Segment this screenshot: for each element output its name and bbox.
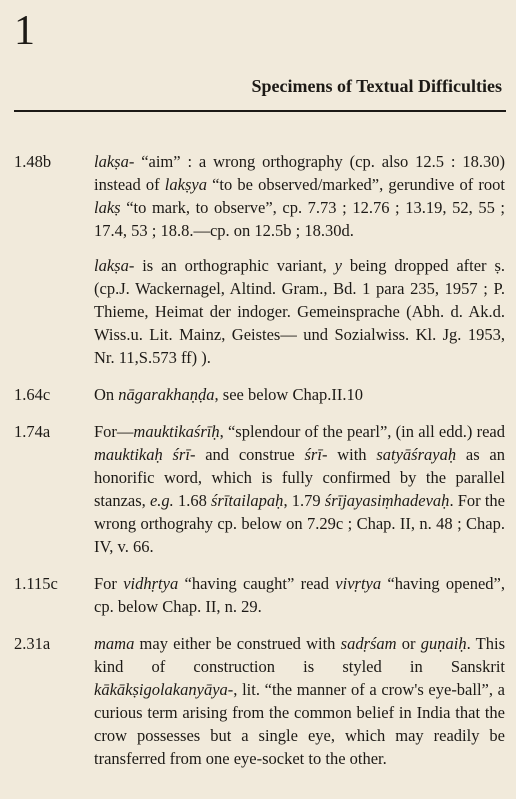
note-paragraph: [94, 383, 505, 406]
notes-list: [14, 150, 505, 784]
italic-term: e.g.: [149, 491, 174, 510]
verse-reference: 1.74a: [14, 422, 51, 441]
note-body: [94, 572, 505, 618]
italic-term: lakṣa-: [94, 256, 135, 275]
text-run: “to mark, to observe”, cp. 7.73 ; 12.76 ; 13.19, 52, 55 ; 17.4, 53 ; 18.8.—cp. on 12.5b ; 18.30d.: [94, 198, 505, 240]
text-run: For: [94, 574, 124, 593]
text-run: with: [327, 445, 377, 464]
verse-reference: 2.31a: [14, 634, 51, 653]
italic-term: lakṣa-: [94, 152, 135, 171]
text-run: “to be observed/marked”, gerundive of root: [206, 175, 505, 194]
note-body: [94, 150, 505, 369]
italic-term: kākākṣigolakanyāya-: [94, 680, 234, 699]
note-paragraph: [94, 420, 505, 558]
note-body: [94, 420, 505, 558]
text-run: may either be construed with: [134, 634, 341, 653]
text-run: . This kind of construction is styled in Sanskrit: [94, 634, 505, 676]
italic-term: lakṣya: [164, 175, 207, 194]
text-run: “having caught” read: [178, 574, 336, 593]
italic-term: śrījayasiṃhadevaḥ: [324, 491, 450, 510]
text-run: “aim” : a wrong orthography (cp. also 12.5 : 18.30) instead of: [94, 152, 505, 194]
italic-term: vidhṛtya: [123, 574, 179, 593]
text-run: , “splendour of the pearl”, (in all edd.) read: [219, 422, 505, 441]
text-run: . For the wrong orthograhy cp. below on 7.29c ; Chap. II, n. 48 ; Chap. IV, v. 66.: [94, 491, 505, 556]
verse-reference: 1.64c: [14, 385, 51, 404]
page-number: 1: [14, 8, 35, 54]
header-rule: [14, 110, 506, 112]
italic-term: śrī-: [304, 445, 328, 464]
note-entry: [14, 572, 505, 618]
text-run: 1.68: [173, 491, 211, 510]
italic-term: mauktikaḥ śrī-: [94, 445, 196, 464]
note-entry: [14, 632, 505, 770]
text-run: , 1.79: [283, 491, 325, 510]
note-body: [94, 632, 505, 770]
note-paragraph: [94, 150, 505, 242]
text-run: being dropped after ṣ. (cp.J. Wackernagel, Altind. Gram., Bd. 1 para 235, 1957 ; P. Thieme, Heimat der indoger. Gemeinsprache (Abh. d. Ak.d. Wiss.u. Lit. Mainz, Geistes— und Sozialwiss. Kl. Jg. 1953, Nr. 11,S.573 ff) ).: [94, 256, 505, 367]
text-run: , see below Chap.II.10: [214, 385, 364, 404]
italic-term: vivṛtya: [335, 574, 382, 593]
note-paragraph: [94, 632, 505, 770]
note-paragraph: [94, 572, 505, 618]
italic-term: guṇaiḥ: [420, 634, 467, 653]
text-run: and construe: [195, 445, 305, 464]
text-run: “having opened”, cp. below Chap. II, n. 29.: [94, 574, 506, 616]
text-run: as an honorific word, which is fully confirmed by the parallel stanzas,: [94, 445, 505, 510]
verse-reference: 1.48b: [14, 152, 52, 171]
italic-term: mauktikaśrīḥ: [133, 422, 220, 441]
text-run: , lit. “the manner of a crow's eye-ball”, a curious term arising from the common belief in India that the crow possesses but a single eye, which may readily be transferred from one eye-socket to the other.: [94, 680, 505, 768]
note-body: [94, 383, 505, 406]
italic-term: lakṣ: [94, 198, 121, 217]
note-entry: [14, 383, 505, 406]
note-paragraph: [94, 254, 505, 369]
italic-term: nāgarakhaṇḍa: [118, 385, 215, 404]
text-run: or: [396, 634, 421, 653]
italic-term: śrītailapaḥ: [211, 491, 284, 510]
running-title: Specimens of Textual Difficulties: [251, 76, 502, 96]
note-entry: [14, 150, 505, 369]
text-run: On: [94, 385, 119, 404]
italic-term: mama: [94, 634, 135, 653]
text-run: For—: [94, 422, 134, 441]
note-entry: [14, 420, 505, 558]
text-run: is an orthographic variant,: [134, 256, 335, 275]
italic-term: sadṛśam: [340, 634, 397, 653]
verse-reference: 1.115c: [14, 574, 58, 593]
italic-term: y: [334, 256, 342, 275]
italic-term: satyāśrayaḥ: [376, 445, 457, 464]
